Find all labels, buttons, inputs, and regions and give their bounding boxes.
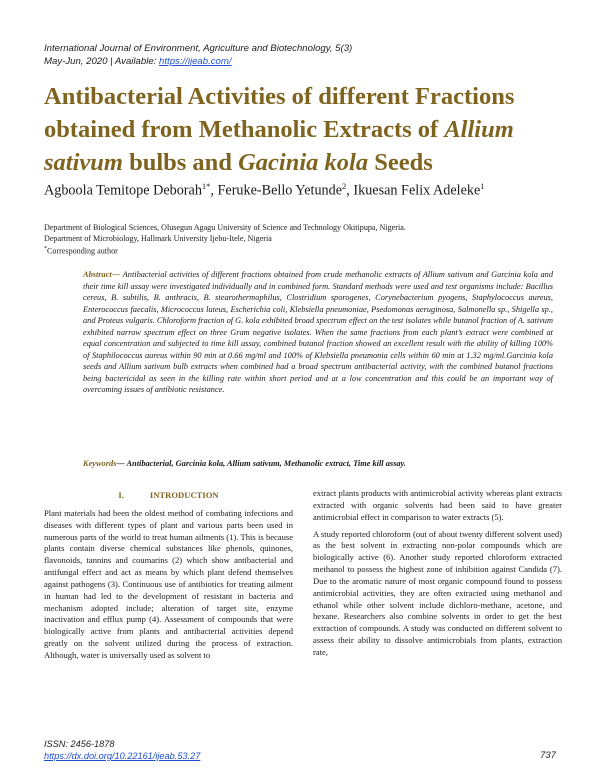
title-text-3: Seeds (368, 149, 433, 176)
issn: ISSN: 2456-1878 (44, 739, 115, 749)
intro-paragraph-3: A study reported chloroform (out of about twenty different solvent used) as the best solvent in extracting non-polar compounds which are biologically active (6). Another study reported chloroform extracted methanol to possess the highest zone of inhibition against Candida (7). Due to the aromatic nature of most organic compound found to possess antimicrobial activities, they are often extracted using methanol and ethanol while other solvent include dichloro-methane, acetone, and hexane. Researchers also combine solvents in order to get the best extraction of compounds. A study was conducted on different solvent to assess their ability to dissolve antimicrobials from plants, extraction rate, (313, 528, 562, 657)
author-3: , Ikuesan Felix Adeleke (346, 182, 481, 199)
doi-link[interactable]: https://dx.doi.org/10.22161/ijeab.53.27 (44, 751, 201, 761)
page-footer (44, 738, 564, 762)
journal-name: International Journal of Environment, Agriculture and Biotechnology, 5(3) (44, 43, 353, 54)
affiliations (44, 222, 564, 257)
journal-header (44, 43, 564, 68)
author-2-sup: 2 (342, 181, 347, 191)
journal-url-link[interactable]: https://ijeab.com/ (159, 55, 232, 67)
author-list (44, 178, 574, 200)
author-1: Agboola Temitope Deborah (44, 182, 202, 199)
section-heading (44, 490, 293, 502)
corr-sup: * (44, 246, 47, 253)
author-2: , Feruke-Bello Yetunde (210, 182, 343, 199)
author-3-sup: 1 (480, 181, 485, 191)
issue-date-line (44, 56, 564, 69)
intro-paragraph-2: extract plants products with antimicrobial activity whereas plant extracts extracted with organic solvents had been said to have greater antimicrobial effect in comparison to water extracts (5). (313, 488, 562, 522)
keywords-text: — Antibacterial, Garcinia kola, Allium sativum, Methanolic extract, Time kill assay. (116, 459, 407, 468)
intro-paragraph-1: Plant materials had been the oldest method of combating infections and diseases with different types of plant and various parts been used in numerous parts of the world to treat human ailments (1). This is because plants contain diverse chemical substances like phenols, quinones, flavonoids, tannins and coumarins (2) which show antibacterial and antifungal effect and act as means by which plant defend themselves against pathogens (3). Continuous use of antibiotics for treating ailment in human had led to the development of resistant in bacteria and mechanism adopted include; alteration of target site, enzyme inactivation and efflux pump (4). Assessment of compounds that were biologically active from plants and antibacterial activities depend greatly on the solvent utilized during the process of extraction. Although, water is universally used as solvent to (44, 507, 293, 660)
affiliation-2: Department of Microbiology, Hallmark University Ijebu-Itele, Nigeria (44, 234, 272, 244)
corr-text: Corresponding author (47, 246, 118, 256)
abstract-dash: — (111, 270, 123, 279)
issue-date: May-Jun, 2020 | Available: (44, 55, 160, 67)
abstract-label: Abstract (83, 270, 112, 279)
title-text-1: Antibacterial Activities of different Fractions obtained from Methanolic Extracts of (44, 83, 515, 143)
corresponding-author (44, 244, 564, 257)
title-italic-2: Gacinia kola (238, 149, 369, 176)
title-italic-1: Allium sativum (44, 116, 514, 176)
right-column (313, 488, 562, 664)
paper-title (44, 80, 564, 179)
keywords-label: Keywords (83, 459, 117, 468)
page-number: 737 (540, 750, 556, 761)
title-text-2: bulbs and (122, 149, 239, 176)
section-title: INTRODUCTION (149, 490, 219, 500)
left-column (44, 488, 293, 667)
section-number: I. (118, 490, 124, 500)
affiliation-1: Department of Biological Sciences, Olusegun Agagu University of Science and Technology Okitipupa, Nigeria. (44, 223, 406, 232)
keywords (83, 458, 553, 470)
author-1-sup: 1* (201, 181, 211, 191)
abstract-text: Antibacterial activities of different fractions obtained from crude methanolic extracts of Allium sativum and Garcinia kola and their time kill assay were investigated individually and in combined form. Standard methods were used and test organisms include: Bacillus cereus, B. subtilis, B. anthracis, B. stearothermophilus, Clostridium sporogenes, Corynebacterium pyogens, Staphylococcus aureus, Enterococcus faecalis, Micrococcus luteus, Escherichia coli, Klebsiella pneumoniae, Psedomonas aeruginosa, Salmonella sp., Shigella sp., and Proteus vulgaris. Chloroform fraction of G. kola exhibited broad spectrum effect on the test isolates while butanol fraction of A. sativum exhibited narrow spectrum effect on three Gram negative isolates. When the same fractions from each plant’s extract were combined at equal concentration and subjected to time kill assay, combined butanol fraction showed an excellent result with the ability of killing 100% of Staphilococcus aureus within 90 min at 0.66 mg/ml and 100% of Klebsiella pneumonia cells within 60 min at 1.32 mg/ml.Garcinia kola seeds and Allium sativum bulb extracts when combined had a broad spectrum antibacterial activity, with the combined butanol fractions being bactericidal as seen in the killing rate within short period and at a low concentration and this could be an important way of overcoming issues of antibiotic resistance. (83, 270, 553, 395)
abstract (83, 269, 553, 396)
